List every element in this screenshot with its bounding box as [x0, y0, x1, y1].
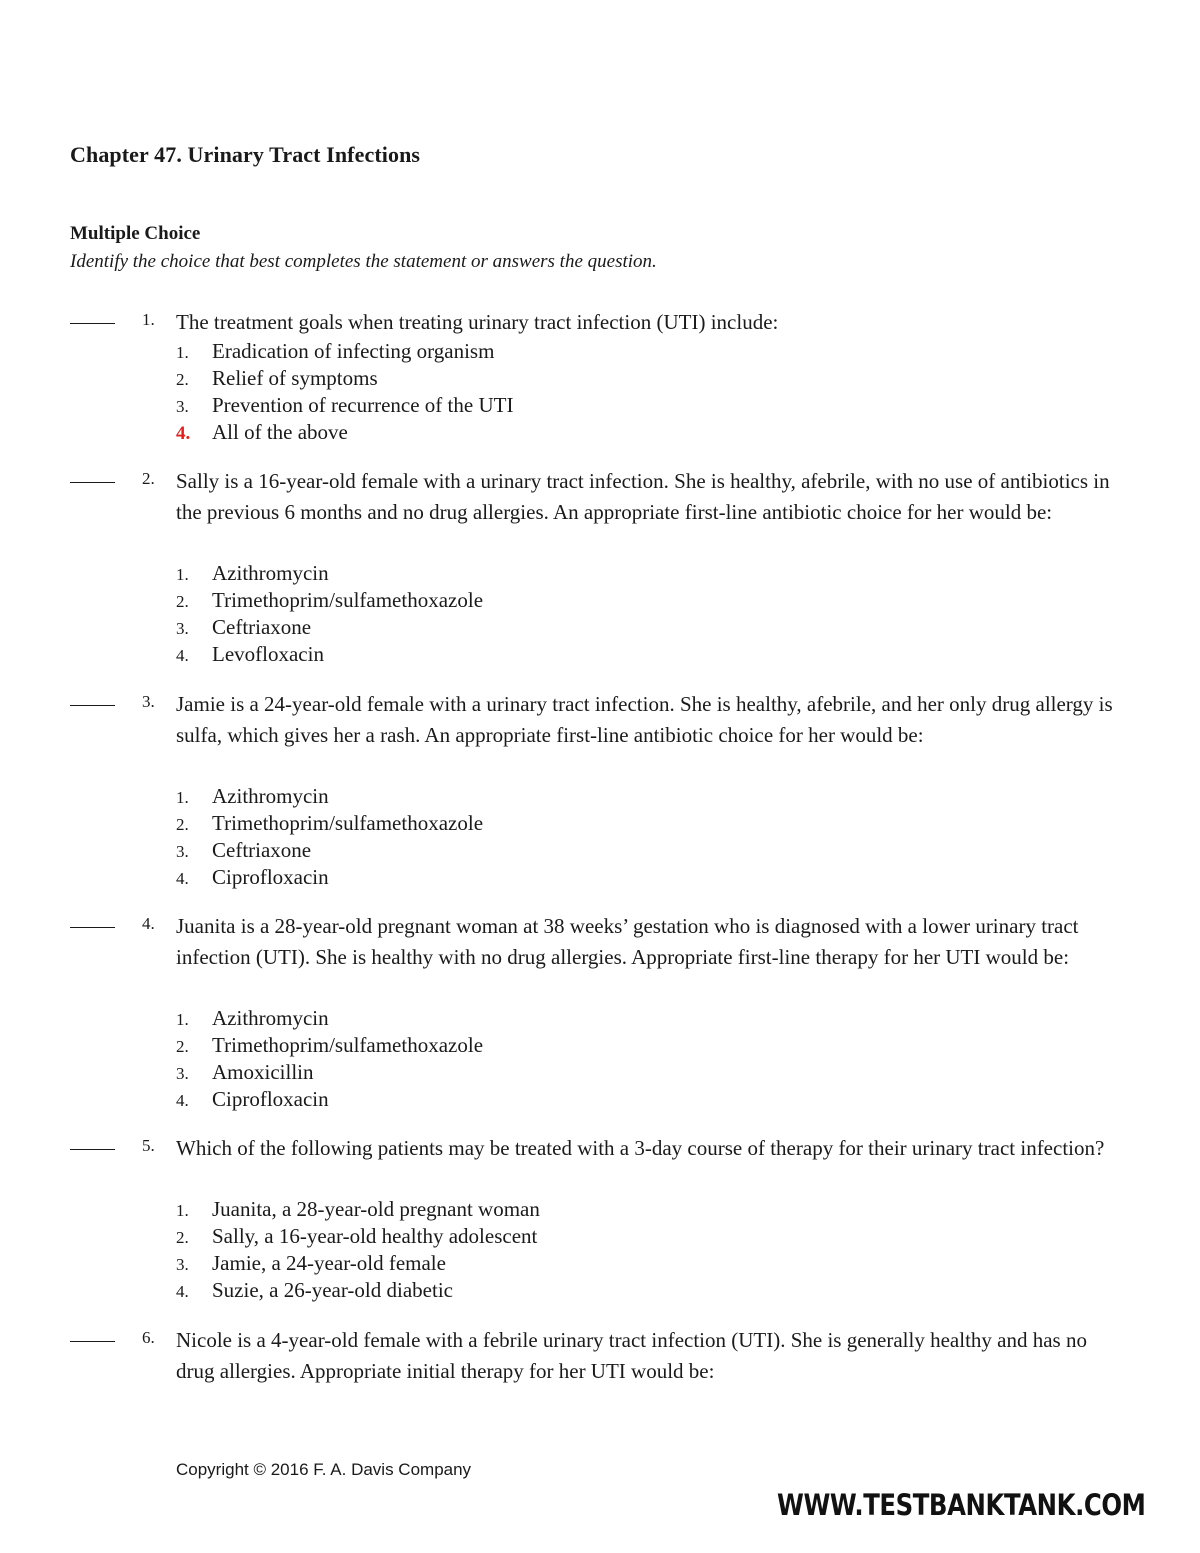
option-number: 4. [176, 869, 189, 888]
option-text: Ciprofloxacin [212, 865, 329, 889]
answer-blank[interactable] [70, 323, 115, 324]
option-number: 3. [176, 842, 189, 861]
option [176, 614, 1076, 641]
option-number: 2. [176, 1037, 189, 1056]
option-number: 3. [176, 619, 189, 638]
option-number: 4. [176, 1282, 189, 1301]
answer-blank[interactable] [70, 1341, 115, 1342]
section-title: Multiple Choice [70, 223, 201, 244]
option [176, 864, 1076, 891]
option [176, 587, 1076, 614]
option-text: Suzie, a 26-year-old diabetic [212, 1278, 453, 1302]
option [176, 392, 1076, 419]
option [176, 1250, 1076, 1277]
option-list [176, 1005, 1076, 1113]
option-number: 2. [176, 815, 189, 834]
option-text: Azithromycin [212, 784, 329, 808]
question-number: 6. [142, 1328, 155, 1347]
option-number: 3. [176, 1255, 189, 1274]
option-list [176, 1196, 1076, 1304]
option-number-highlighted: 4. [176, 423, 191, 444]
option [176, 560, 1076, 587]
option-text: Ceftriaxone [212, 615, 312, 639]
option [176, 1086, 1076, 1113]
answer-blank[interactable] [70, 927, 115, 928]
option-number: 3. [176, 1064, 189, 1083]
option-text: Ceftriaxone [212, 838, 312, 862]
option [176, 1223, 1076, 1250]
option-number: 4. [176, 1091, 189, 1110]
answer-blank[interactable] [70, 705, 115, 706]
option-text: Eradication of infecting organism [212, 339, 495, 363]
option-number: 1. [176, 788, 189, 807]
question-stem: Jamie is a 24-year-old female with a urinary tract infection. She is healthy, afebrile, and her only drug allergy is sulfa, which gives her a rash. An appropriate first-line antibiotic choice for her would be: [176, 692, 1113, 747]
watermark: WWW.TESTBANKTANK.COM [777, 1488, 1146, 1522]
option-number: 1. [176, 1010, 189, 1029]
option [176, 837, 1076, 864]
option [176, 1196, 1076, 1223]
option-text: Sally, a 16-year-old healthy adolescent [212, 1224, 538, 1248]
option-number: 1. [176, 1201, 189, 1220]
question-number: 5. [142, 1136, 155, 1155]
option-list [176, 783, 1076, 891]
option [176, 1005, 1076, 1032]
option-list [176, 338, 1076, 446]
option [176, 365, 1076, 392]
option-text: Prevention of recurrence of the UTI [212, 393, 514, 417]
option-text: Trimethoprim/sulfamethoxazole [212, 588, 484, 612]
option-number: 2. [176, 1228, 189, 1247]
option [176, 810, 1076, 837]
option-number: 2. [176, 370, 189, 389]
question-number: 3. [142, 692, 155, 711]
option-text: Azithromycin [212, 561, 329, 585]
option-number: 4. [176, 646, 189, 665]
question-number: 2. [142, 469, 155, 488]
question-stem: The treatment goals when treating urinary tract infection (UTI) include: [176, 310, 779, 334]
option [176, 1032, 1076, 1059]
option-number: 1. [176, 343, 189, 362]
option-text: Juanita, a 28-year-old pregnant woman [212, 1197, 540, 1221]
option-text: Trimethoprim/sulfamethoxazole [212, 811, 484, 835]
footer-copyright: Copyright © 2016 F. A. Davis Company [176, 1460, 472, 1479]
option [176, 1277, 1076, 1304]
option-correct [176, 419, 1076, 446]
option-number: 3. [176, 397, 189, 416]
question-number: 1. [142, 310, 155, 329]
option-number: 2. [176, 592, 189, 611]
option [176, 783, 1076, 810]
question-stem: Which of the following patients may be treated with a 3-day course of therapy for their urinary tract infection? [176, 1136, 1105, 1160]
option-text: Ciprofloxacin [212, 1087, 329, 1111]
option-text: Relief of symptoms [212, 366, 378, 390]
option-text: Amoxicillin [212, 1060, 314, 1084]
page-title: Chapter 47. Urinary Tract Infections [70, 142, 421, 167]
question-stem: Sally is a 16-year-old female with a urinary tract infection. She is healthy, afebrile, with no use of antibiotics in the previous 6 months and no drug allergies. An appropriate first-line antibiotic choice for her would be: [176, 469, 1110, 524]
option-text: All of the above [212, 420, 348, 444]
option [176, 338, 1076, 365]
option [176, 641, 1076, 668]
question-stem: Nicole is a 4-year-old female with a febrile urinary tract infection (UTI). She is generally healthy and has no drug allergies. Appropriate initial therapy for her UTI would be: [176, 1328, 1087, 1383]
question-stem: Juanita is a 28-year-old pregnant woman at 38 weeks’ gestation who is diagnosed with a lower urinary tract infection (UTI). She is healthy with no drug allergies. Appropriate first-line therapy for her UTI would be: [176, 914, 1079, 969]
question-number: 4. [142, 914, 155, 933]
option-text: Trimethoprim/sulfamethoxazole [212, 1033, 484, 1057]
option-list [176, 560, 1076, 668]
option-number: 1. [176, 565, 189, 584]
option-text: Levofloxacin [212, 642, 324, 666]
option [176, 1059, 1076, 1086]
option-text: Azithromycin [212, 1006, 329, 1030]
option-text: Jamie, a 24-year-old female [212, 1251, 446, 1275]
answer-blank[interactable] [70, 1149, 115, 1150]
section-instructions: Identify the choice that best completes the statement or answers the question. [70, 251, 657, 272]
answer-blank[interactable] [70, 482, 115, 483]
